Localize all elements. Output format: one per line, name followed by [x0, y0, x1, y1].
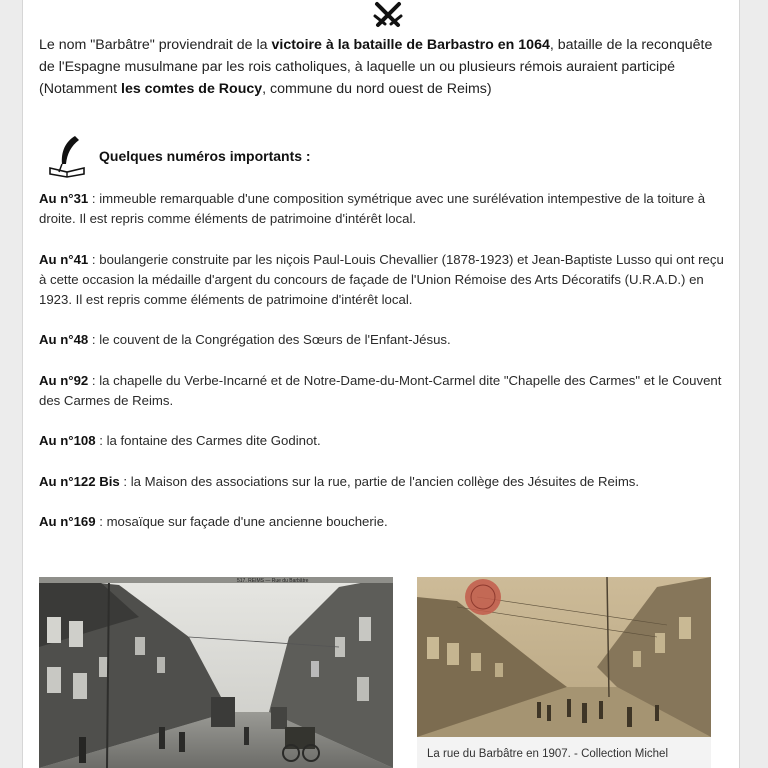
crossed-swords-icon	[371, 0, 405, 30]
quill-book-icon	[47, 134, 89, 178]
street-photo-right	[417, 577, 711, 737]
street-photo-left	[39, 577, 393, 768]
photo-left-header: 517. REIMS — Rue du Barbâtre	[237, 578, 309, 584]
intro-paragraph: Le nom "Barbâtre" proviendrait de la victoire à la bataille de Barbastro en 1064, bataille de la reconquête de l'Espagne musulmane par les rois catholiques, à laquelle un ou plusieurs rémois auraient participé (Notamment les comtes de Roucy, commune du nord ouest de Reims)	[39, 37, 713, 97]
photo-caption: La rue du Barbâtre en 1907. - Collection Michel	[417, 737, 711, 768]
document-page	[22, 0, 740, 768]
entry-n41: Au n°41 : boulangerie construite par les niçois Paul-Louis Chevallier (1878-1923) et Jean-Baptiste Lusso qui ont reçu à cette occasion la médaille d'argent du concours de façade de l'Union Rémoise des Arts Décoratifs (U.R.A.D.) en 1923. Il est repris comme éléments de patrimoine d'intérêt local.	[39, 252, 724, 307]
section-title: Quelques numéros importants :	[99, 148, 311, 164]
entry-n122bis: Au n°122 Bis : la Maison des associations sur la rue, partie de l'ancien collège des Jésuites de Reims.	[39, 474, 640, 489]
intro-bold-victory: victoire à la bataille de Barbastro en 1064	[271, 37, 550, 53]
entry-n31: Au n°31 : immeuble remarquable d'une composition symétrique avec une surélévation intempestive de la toiture à droite. Il est repris comme éléments de patrimoine d'intérêt local.	[39, 191, 706, 226]
entry-n92: Au n°92 : la chapelle du Verbe-Incarné et de Notre-Dame-du-Mont-Carmel dite "Chapelle des Carmes" et le Couvent des Carmes de Reims.	[39, 373, 722, 408]
entry-n169: Au n°169 : mosaïque sur façade d'une ancienne boucherie.	[39, 514, 388, 529]
entry-n108: Au n°108 : la fontaine des Carmes dite Godinot.	[39, 433, 321, 448]
intro-bold-counts: les comtes de Roucy	[121, 81, 263, 97]
entry-n48: Au n°48 : le couvent de la Congrégation des Sœurs de l'Enfant-Jésus.	[39, 332, 451, 347]
